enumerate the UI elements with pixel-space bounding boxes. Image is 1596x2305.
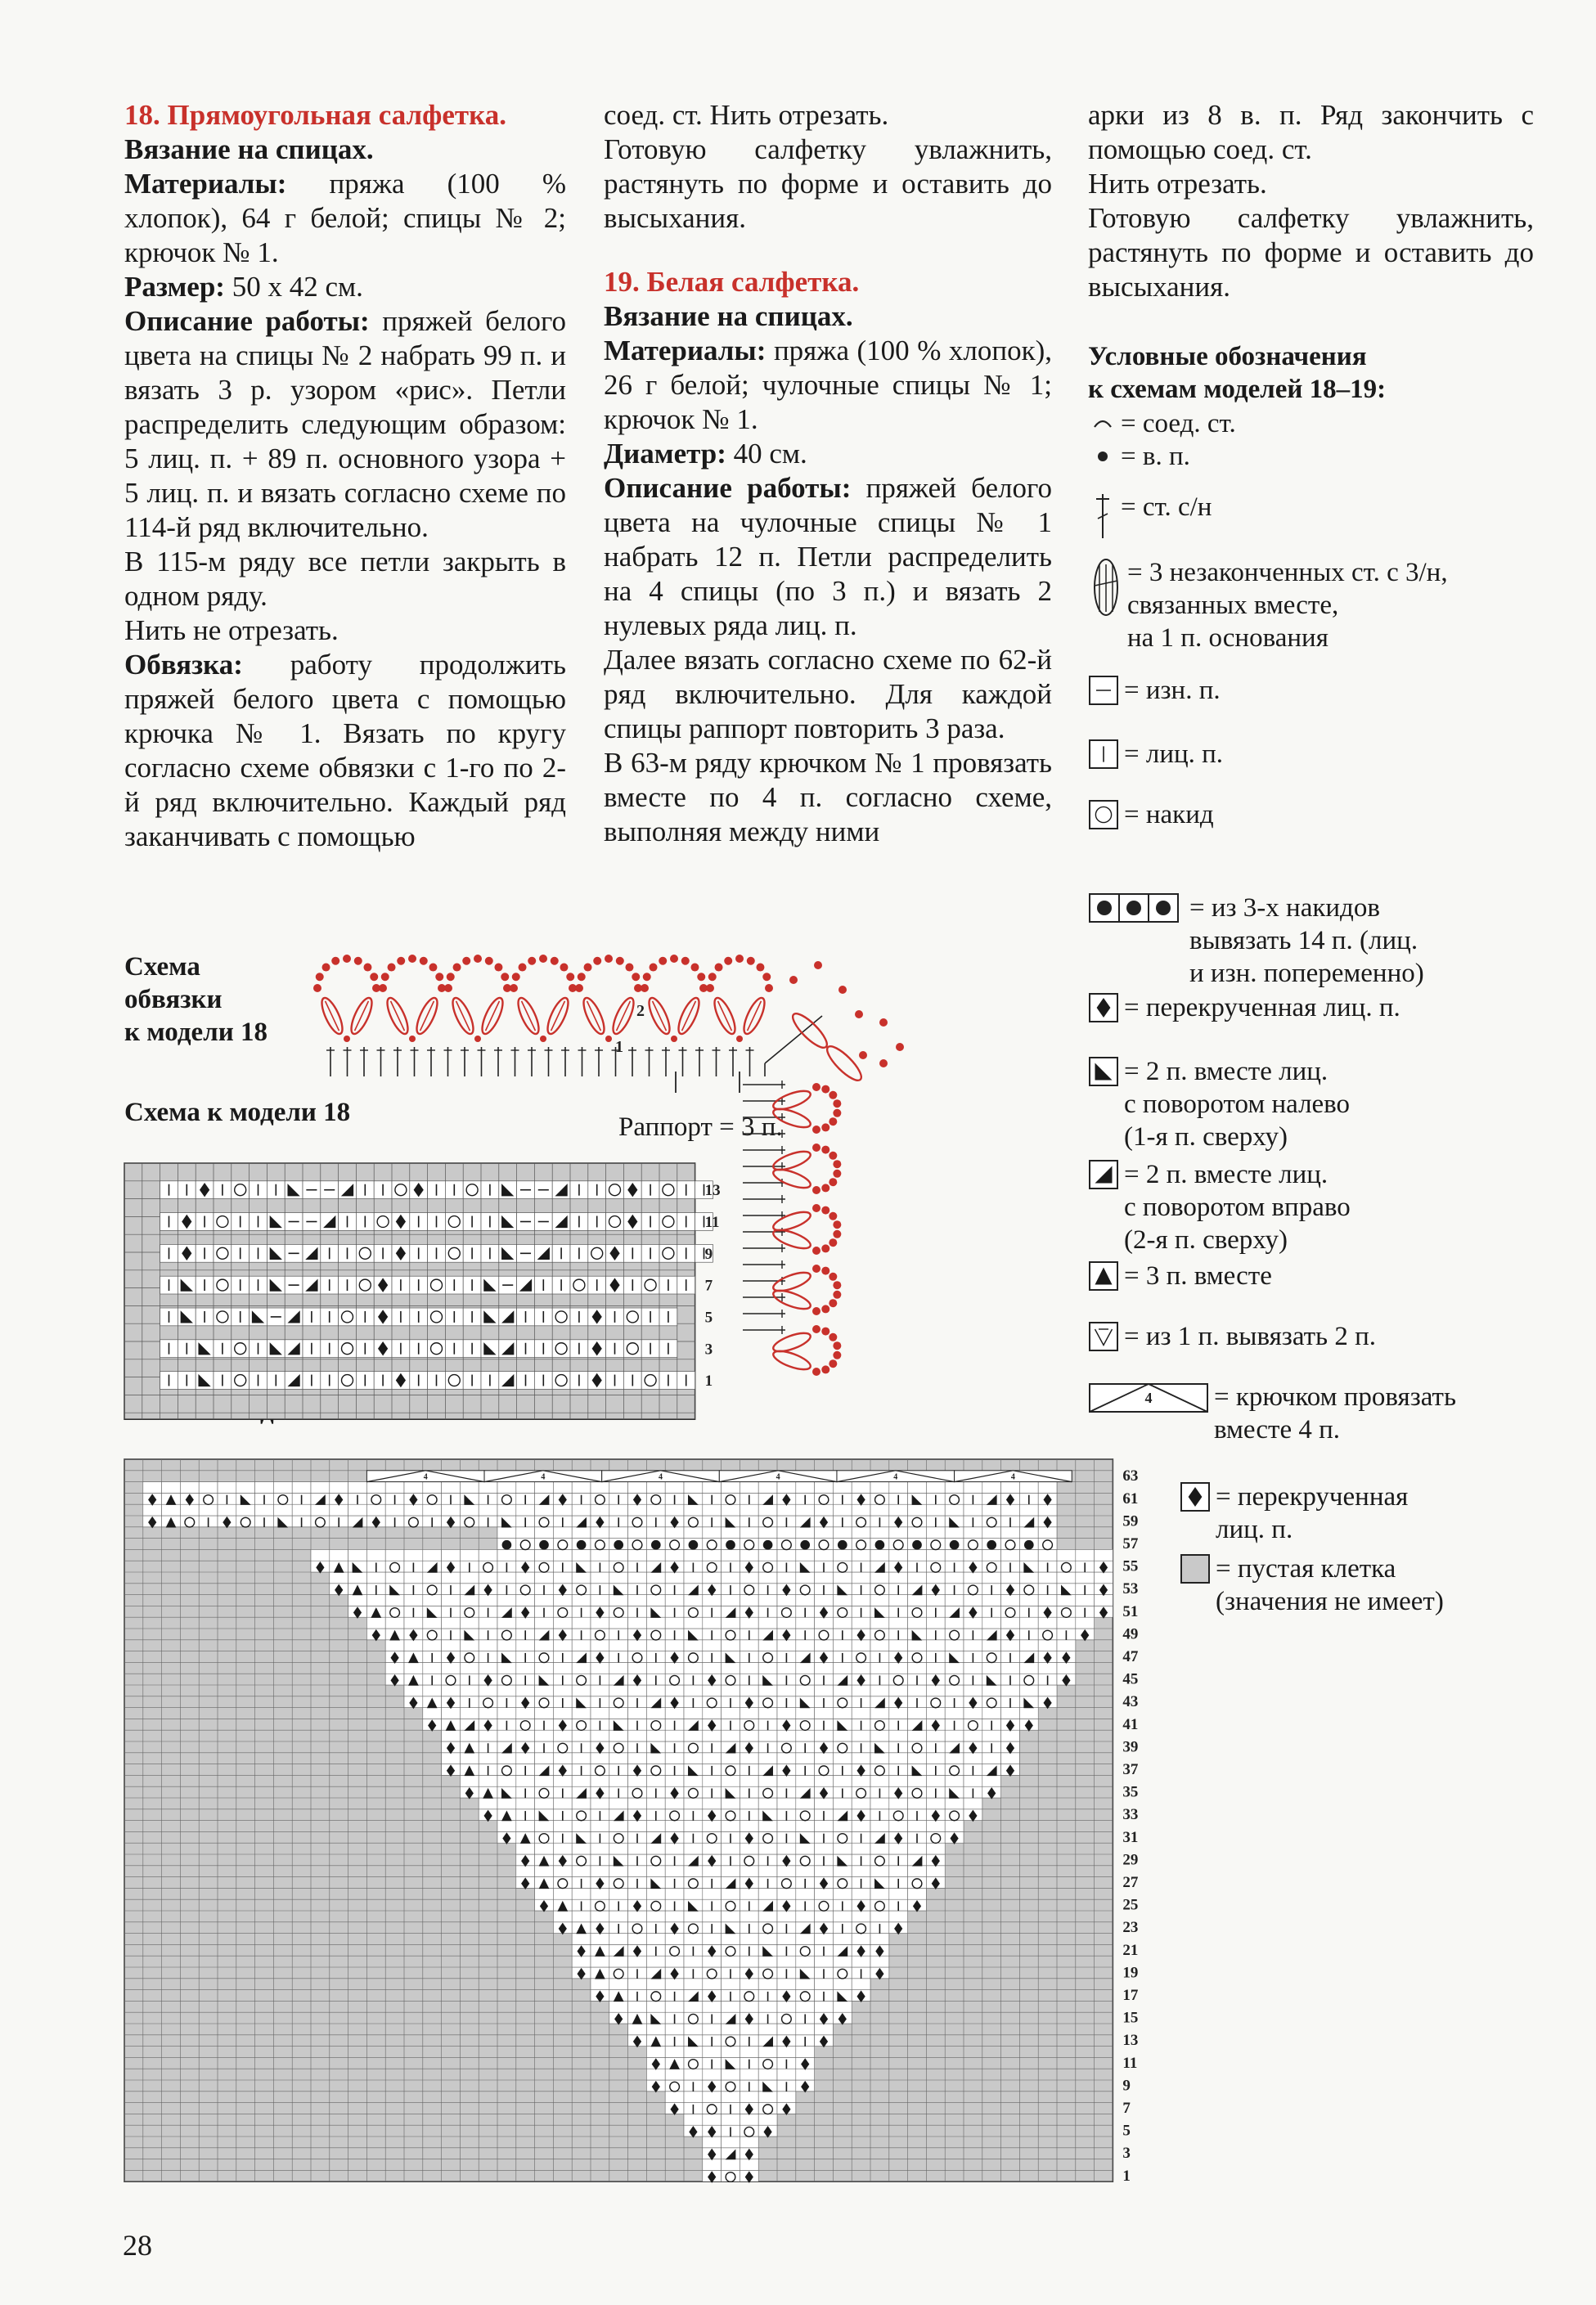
legend-label: = из 1 п. вывязать 2 п. [1124, 1322, 1377, 1351]
edging-dc-stitch [729, 1047, 737, 1076]
edging-scallop-side [771, 1083, 842, 1134]
paragraph: Готовую салфетку увлажнить, растянуть по форме и оставить до высыхания. [604, 133, 1052, 234]
legend-item [1088, 1320, 1376, 1357]
chart-18 [123, 1161, 744, 1391]
edging-dc-stitch [393, 1047, 402, 1076]
legend-label: = изн. п. [1124, 676, 1221, 705]
chart18-row-label: 11 [704, 1214, 720, 1232]
crochet-4tog-icon [1088, 1381, 1211, 1419]
edging-scallop-side [771, 1265, 842, 1315]
chart19-crochet-4tog [366, 1471, 484, 1482]
chart19-row-label: 53 [1122, 1580, 1139, 1598]
chart19-row-label: 7 [1122, 2100, 1131, 2118]
chart18-row-label: 5 [704, 1309, 713, 1327]
chart19-stitch [1024, 1540, 1034, 1550]
size-18 [124, 270, 566, 304]
legend-item [1088, 407, 1236, 444]
edging-dc-stitch [545, 1047, 553, 1076]
paragraph: Готовую салфетку увлажнить, растянуть по форме и оставить до высыхания. [1088, 202, 1534, 303]
materials-label: Материалы: [124, 168, 287, 200]
edging-dc-stitch [528, 1047, 536, 1076]
chain-stitch-icon [1088, 440, 1117, 477]
chart19-row-label: 19 [1122, 1964, 1139, 1982]
chart19-row-label: 33 [1122, 1806, 1139, 1824]
chart19-stitch [987, 1540, 996, 1550]
diameter-19 [604, 437, 1052, 471]
chart19-row-label: 55 [1122, 1557, 1139, 1575]
edging-scallop [444, 955, 511, 1042]
edging-row-label: 2 [636, 1002, 645, 1020]
chart19-stitch [950, 1540, 960, 1550]
chart19-row-label: 9 [1122, 2077, 1131, 2095]
chart19-row-label: 35 [1122, 1783, 1139, 1801]
twisted-knit-icon [1088, 991, 1121, 1028]
purl-icon [1088, 674, 1121, 711]
legend-item [1088, 556, 1448, 654]
chart19-stitch [539, 1540, 549, 1550]
edging-dc-stitch [326, 1047, 335, 1076]
materials-text: пряжа (100 % хлопок), 26 г белой; чулочные спицы № 1; крючок № 1. [604, 335, 1052, 435]
edging-corner-scallop [789, 961, 904, 1085]
legend-item [1088, 491, 1212, 544]
legend-item [1088, 1260, 1272, 1296]
chart19-stitch [838, 1540, 847, 1550]
description-18 [124, 304, 566, 545]
chart19-row-label: 49 [1122, 1625, 1139, 1643]
legend-item [1088, 892, 1424, 990]
chart19-crochet-4tog [602, 1471, 720, 1482]
chart18-row-label: 7 [704, 1277, 713, 1295]
article-18-title: 18. Прямоугольная салфетка. [124, 99, 506, 131]
svg-text:4: 4 [1144, 1390, 1153, 1406]
chart-19 [123, 1458, 1186, 2218]
chart19-stitch [502, 1540, 512, 1550]
edging-scallop [313, 955, 380, 1042]
edging-dc-stitch [461, 1047, 469, 1076]
svg-text:4: 4 [541, 1472, 546, 1482]
inc-icon [1088, 1320, 1121, 1357]
column-1 [124, 98, 566, 854]
legend-label: = лиц. п. [1124, 739, 1224, 769]
chart19-row-label: 47 [1122, 1648, 1139, 1666]
article-19-subtitle: Вязание на спицах. [604, 300, 853, 332]
svg-text:4: 4 [1010, 1472, 1015, 1482]
chart19-row-label: 45 [1122, 1670, 1139, 1688]
edging-scallop [706, 955, 773, 1042]
legend-label: = перекрученная лиц. п. [1216, 1482, 1409, 1544]
chart19-crochet-4tog [955, 1471, 1072, 1482]
chart19-row-label: 17 [1122, 1987, 1139, 2005]
chart19-row-label: 21 [1122, 1941, 1139, 1959]
chart19-row-label: 41 [1122, 1715, 1139, 1733]
desc-label: Описание работы: [124, 305, 370, 337]
chart19-stitch [726, 1540, 735, 1550]
materials-label: Материалы: [604, 335, 767, 366]
legend-item [1180, 1481, 1408, 1546]
chart19-crochet-4tog [837, 1471, 955, 1482]
repeat-label: Раппорт = 3 п. [618, 1112, 783, 1142]
legend-item [1088, 991, 1400, 1028]
column-3 [1088, 98, 1534, 304]
column-2 [604, 98, 1052, 849]
chart18-row-label: 3 [704, 1341, 713, 1359]
k2tog-right-icon [1088, 1158, 1121, 1195]
chart19-row-label: 43 [1122, 1693, 1139, 1711]
legend-label: = 2 п. вместе лиц. с поворотом вправо (2-я п. сверху) [1124, 1160, 1351, 1255]
chart19-row-label: 11 [1122, 2054, 1138, 2072]
edging-dc-stitch [713, 1047, 721, 1076]
legend-item [1088, 1381, 1456, 1446]
edging-scallop [510, 955, 577, 1042]
chart19-crochet-4tog [484, 1471, 602, 1482]
paragraph: В 115-м ряду все петли закрыть в одном ряду. [124, 546, 566, 612]
paragraph: Нить не отрезать. [124, 614, 339, 646]
materials-19 [604, 334, 1052, 437]
knit-icon [1088, 738, 1121, 775]
svg-text:4: 4 [776, 1472, 780, 1482]
svg-text:4: 4 [893, 1472, 898, 1482]
edging-dc-stitch [662, 1047, 670, 1076]
legend-label: = соед. ст. [1121, 409, 1236, 438]
chart19-row-label: 39 [1122, 1738, 1139, 1756]
article-18-subtitle: Вязание на спицах. [124, 133, 374, 165]
edging-dc-stitch [695, 1047, 704, 1076]
chart19-stitch [763, 1540, 773, 1550]
legend-label: = в. п. [1121, 442, 1190, 471]
edging-dc-stitch [561, 1047, 569, 1076]
edging-dc-stitch [478, 1047, 486, 1076]
edging-dc-stitch [628, 1047, 636, 1076]
chart19-row-label: 59 [1122, 1512, 1139, 1530]
cluster-icon [1088, 556, 1124, 626]
chart18-row-label: 9 [704, 1245, 713, 1263]
edging-caption: Схема обвязки к модели 18 [124, 952, 267, 1047]
legend-label: = 3 п. вместе [1124, 1261, 1272, 1291]
legend-item [1088, 1158, 1351, 1256]
chart18-caption: Схема к модели 18 [124, 1098, 351, 1127]
edging-dc-stitch [511, 1047, 519, 1076]
size-label: Размер: [124, 271, 225, 303]
size-text: 50 х 42 см. [224, 271, 363, 303]
chart19-row-label: 3 [1122, 2145, 1131, 2163]
edging-row-label: 1 [615, 1038, 623, 1056]
description-19 [604, 471, 1052, 643]
chart19-row-label: 29 [1122, 1851, 1139, 1869]
legend-item [1180, 1552, 1444, 1618]
chart19-row-label: 57 [1122, 1535, 1139, 1553]
diam-label: Диаметр: [604, 438, 726, 470]
double-crochet-icon [1088, 491, 1117, 544]
materials-text: пряжа (100 % хлопок), 64 г белой; спицы № 2; крючок № 1. [124, 168, 566, 268]
edging-scallop [379, 955, 446, 1042]
materials-18 [124, 167, 566, 270]
edge-text: работу продолжить пряжей белого цвета с помощью крючка № 1. Вязать по кругу согласно схеме обвязки с 1-го по 2-й ряд включительно. Каждый ряд заканчивать с помощью [124, 649, 566, 852]
paragraph: Далее вязать согласно схеме по 62-й ряд включительно. Для каждой спицы раппорт повторить 3 раза. [604, 644, 1052, 744]
slip-stitch-icon [1088, 407, 1117, 444]
chart19-row-label: 1 [1122, 2167, 1131, 2185]
edging-18 [124, 648, 566, 854]
edging-dc-stitch [494, 1047, 502, 1076]
desc-label: Описание работы: [604, 472, 852, 504]
edging-dc-stitch [595, 1047, 603, 1076]
chart18-row-label: 13 [704, 1182, 721, 1200]
edging-dc-stitch [645, 1047, 654, 1076]
paragraph: соед. ст. Нить отрезать. [604, 99, 889, 131]
edging-scallop [575, 955, 642, 1042]
legend-item [1088, 674, 1221, 711]
legend-label: = 2 п. вместе лиц. с поворотом налево (1-я п. сверху) [1124, 1057, 1351, 1152]
desc-text: пряжей белого цвета на чулочные спицы № 1 набрать 12 п. Петли распределить на 4 спицы (по 3 п.) и вязать 2 нулевых ряда лиц. п. [604, 472, 1052, 641]
article-19-title: 19. Белая салфетка. [604, 266, 860, 298]
chart19-row-label: 5 [1122, 2122, 1131, 2140]
edge-label: Обвязка: [124, 649, 243, 681]
edging-dc-stitch-side [311, 941, 785, 1138]
chart19-row-label: 25 [1122, 1896, 1139, 1914]
edging-dc-stitch [746, 1047, 754, 1076]
legend-label: = ст. с/н [1121, 492, 1212, 522]
paragraph: В 63-м ряду крючком № 1 провязать вместе по 4 п. согласно схеме, выполняя между ними [604, 747, 1052, 847]
edging-dc-stitch [411, 1047, 419, 1076]
chart19-stitch [875, 1540, 885, 1550]
edging-dc-stitch [377, 1047, 385, 1076]
legend-title: Условные обозначения к схемам моделей 18–19: [1088, 342, 1387, 404]
legend-label: = перекрученная лиц. п. [1124, 993, 1400, 1022]
legend-label: = накид [1124, 800, 1214, 829]
three-yo-icon [1088, 892, 1186, 928]
chart19-row-label: 31 [1122, 1828, 1139, 1846]
desc-text: пряжей белого цвета на спицы № 2 набрать 99 п. и вязать 3 р. узором «рис». Петли распределить следующим образом: 5 лиц. п. + 89 п. основного узора + 5 лиц. п. и вязать согласно схеме по 114-й ряд включительно. [124, 305, 566, 543]
edging-dc-stitch [444, 1047, 452, 1076]
page-number: 28 [123, 2229, 152, 2262]
chart19-stitch [912, 1540, 922, 1550]
legend-item [1088, 1055, 1350, 1153]
chart19-row-label: 61 [1122, 1489, 1139, 1507]
svg-text:4: 4 [423, 1472, 428, 1482]
edging-dc-stitch [344, 1047, 352, 1076]
legend-label: = пустая клетка (значения не имеет) [1216, 1554, 1444, 1616]
chart19-stitch [651, 1540, 661, 1550]
chart19-stitch [614, 1540, 623, 1550]
legend-label: = крючком провязать вместе 4 п. [1214, 1382, 1457, 1445]
edging-dc-stitch [578, 1047, 587, 1076]
svg-text:4: 4 [659, 1472, 663, 1482]
diam-text: 40 см. [726, 438, 807, 470]
edging-scallop [641, 955, 708, 1042]
legend-label: = из 3-х накидов вывязать 14 п. (лиц. и изн. попеременно) [1189, 893, 1424, 988]
edging-dc-stitch [427, 1047, 435, 1076]
chart19-row-label: 13 [1122, 2032, 1139, 2050]
chart19-row-label: 15 [1122, 2009, 1139, 2027]
chart19-row-label: 23 [1122, 1919, 1139, 1937]
chart19-row-label: 37 [1122, 1761, 1139, 1779]
paragraph: арки из 8 в. п. Ряд закончить с помощью соед. ст. [1088, 99, 1534, 165]
chart19-crochet-4tog [719, 1471, 837, 1482]
chart19-stitch [800, 1540, 810, 1550]
legend-item [1088, 738, 1223, 775]
edging-dc-stitch [679, 1047, 687, 1076]
yarn-over-icon [1088, 798, 1121, 835]
paragraph: Нить отрезать. [1088, 168, 1267, 200]
legend-item [1088, 798, 1214, 835]
edging-dc-stitch [360, 1047, 368, 1076]
k2tog-left-icon [1088, 1055, 1121, 1092]
chart19-stitch [689, 1540, 699, 1550]
chart19-row-label: 27 [1122, 1874, 1139, 1892]
chart19-row-label: 51 [1122, 1602, 1139, 1620]
legend-item [1088, 440, 1190, 477]
legend-label: = 3 незаконченных ст. с 3/н, связанных вместе, на 1 п. основания [1127, 558, 1448, 653]
chart18-row-label: 1 [704, 1373, 713, 1391]
chart19-row-label: 63 [1122, 1467, 1139, 1485]
chart19-stitch [577, 1540, 587, 1550]
k3tog-icon [1088, 1260, 1121, 1296]
